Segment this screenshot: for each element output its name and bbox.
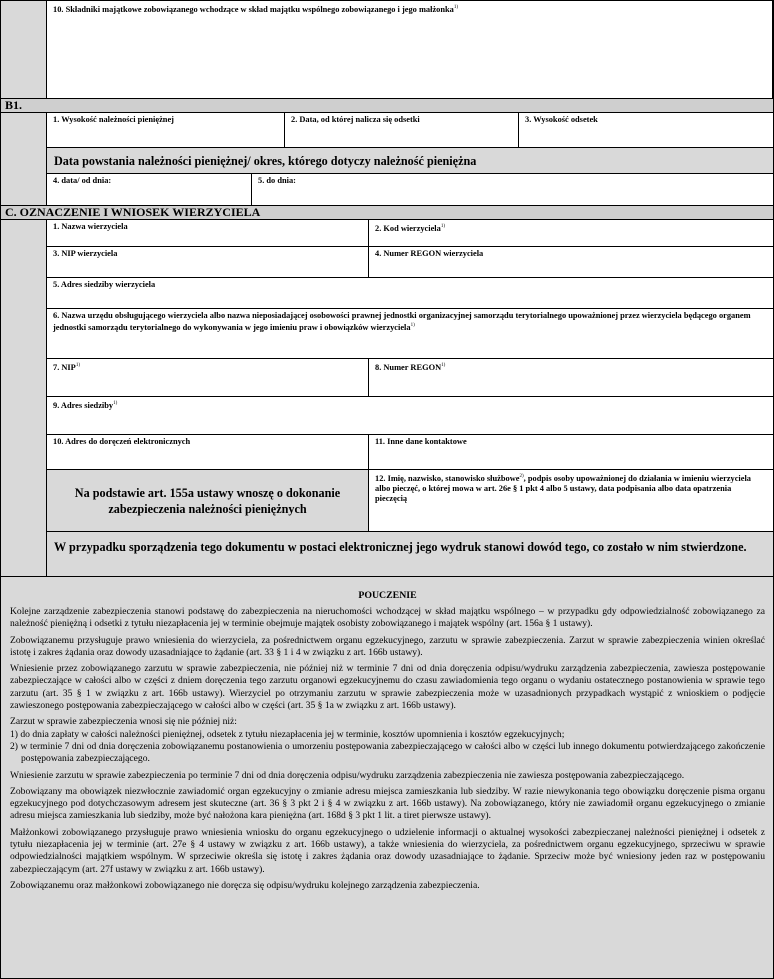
pouczenie-paragraph: Kolejne zarządzenie zabezpieczenia stanowi podstawę do zabezpieczenia na nieruchomości wchodzącej w skład majątku wspólnego – w przypadku gdy odpowiedzialność zobowiązanego za należność pieniężną i odsetki z tytułu niezapłacenia jej w terminie obejmuje majątek osobisty zobowiązanego i majątek wspólny (art. 156a § 1 ustawy). [10,606,765,630]
c-field-4-regon[interactable] [369,247,773,278]
field-10-assets[interactable] [47,1,773,99]
b1-field-1[interactable] [47,113,285,148]
section-b1-header: B1. [1,98,773,113]
c-field-8-regon[interactable] [369,359,773,397]
c-field-11-contact[interactable] [369,435,773,470]
request-text: Na podstawie art. 155a ustawy wnoszę o dokonanie zabezpieczenia należności pieniężnych [74,485,341,516]
c-field-5-address[interactable] [47,278,773,309]
left-margin-c [1,220,47,576]
b1-field-1-label: 1. Wysokość należności pieniężnej [53,115,174,124]
pouczenie-paragraph: Wniesienie przez zobowiązanego zarzutu w sprawie zabezpieczenia, nie później niż w terminie 7 dni od dnia doręczenia odpisu/wydruku zarządzenia zabezpieczenia, zawiesza postępowanie zabezpieczające w całości albo w części z dniem doręczenia tego zarzutu organowi egzekucyjnemu do czasu zawiadomienia tego organu o wydaniu ostatecznego postanowienia w sprawie tego zarzutu (art. 35 § 1 w związku z art. 166b ustawy). Wierzyciel po otrzymaniu zarzutu w sprawie zabezpieczenia może w uzasadnionych przypadkach wystąpić z wnioskiem o podjęcie zawieszonego postępowania zabezpieczającego w całości albo w części (art. 35 § 1a w związku z art. 166b ustawy). [10,663,765,712]
electronic-document-note: W przypadku sporządzenia tego dokumentu w postaci elektronicznej jego wydruk stanowi dowód tego, co zostało w nim stwierdzone. [47,532,773,576]
b1-field-4-label: 4. data/ od dnia: [53,176,112,185]
pouczenie-list-item: 1) do dnia zapłaty w całości należności pieniężnej, odsetek z tytułu niezapłacenia jej w terminie, kosztów upomnienia i kosztów egzekucyjnych; [10,728,565,740]
c-field-9-label: 9. Adres siedziby$^{1)}$ [53,400,118,410]
c-field-6-label: 6. Nazwa urzędu obsługującego wierzyciela albo nazwa nieposiadającej osobowości prawnej jednostki organizacyjnej samorządu terytorialnego upoważnionej przez wierzyciela będącego organem jednostki samorządu terytorialnego do wykonywania w jego imieniu praw i obowiązków wierzyciela$^{1)}$ [53,311,751,332]
field-10-label: 10. Składniki majątkowe zobowiązanego wchodzące w skład majątku wspólnego zobowiązanego i jego małżonka$^{1)}$ [53,4,459,14]
c-field-8-label: 8. Numer REGON$^{1)}$ [375,362,446,372]
section-c-header: C. OZNACZENIE I WNIOSEK WIERZYCIELA [1,205,773,220]
b1-field-2-label: 2. Data, od której nalicza się odsetki [291,115,420,124]
c-field-2-label: 2. Kod wierzyciela$^{1)}$ [375,223,445,233]
c-field-10-e-delivery[interactable] [47,435,369,470]
c-field-3-label: 3. NIP wierzyciela [53,249,118,258]
b1-field-5[interactable] [252,174,773,206]
b1-field-3[interactable] [519,113,773,148]
b1-subtitle: Data powstania należności pieniężnej/ okres, którego dotyczy należność pieniężna [47,148,773,174]
pouczenie-paragraph: Wniesienie zarzutu w sprawie zabezpieczenia po terminie 7 dni od dnia doręczenia odpisu/wydruku zarządzenia zabezpieczenia nie zawiesza postępowania zabezpieczającego. [10,769,685,781]
pouczenie-list [10,729,765,766]
b1-field-2[interactable] [285,113,519,148]
c-field-7-nip[interactable] [47,359,369,397]
pouczenie-section [1,576,773,978]
left-margin-b1 [1,113,47,206]
pouczenie-paragraph: Małżonkowi zobowiązanego przysługuje prawo wniesienia wniosku do organu egzekucyjnego o udzielenie informacji o aktualnej wysokości zabezpieczanej należności pieniężnej i odsetek z tytułu niezapłacenia jej w terminie (art. 27e § 4 ustawy w związku z art. 166b ustawy), a także wniesienia do wierzyciela, za pośrednictwem organu egzekucyjnego, sprzeciwu w sprawie odpowiedzialności majątkiem wspólnym. W sprzeciwie określa się istotę i zakres żądania oraz dowody uzasadniające to żądanie. Sprzeciw może być wniesiony jeden raz w postępowaniu zabezpieczającym (art. 27f ustawy w związku z art. 166b ustawy). [10,826,765,875]
c-field-7-label: 7. NIP$^{1)}$ [53,362,80,372]
c-field-12-label: 12. Imię, nazwisko, stanowisko służbowe$^{2)}$, podpis osoby upoważnionej do działania w imieniu wierzyciela albo pieczęć, o której mowa w art. 26e § 1 pkt 4 albo 5 ustawy, data podpisania albo data opatrzenia pieczęcią [375,473,751,503]
pouczenie-title: POUCZENIE [358,590,417,601]
b1-field-4[interactable] [47,174,252,206]
pouczenie-paragraph: Zobowiązany ma obowiązek niezwłocznie zawiadomić organ egzekucyjny o zmianie adresu miejsca zamieszkania lub siedziby. W razie niewykonania tego obowiązku doręczenie pisma organu egzekucyjnego pod dotychczasowym adresem jest skuteczne (art. 36 § 3 pkt 2 i § 4 w związku z art. 166b ustawy). Na zobowiązanego, który nie zawiadomił organu egzekucyjnego o zmianie adresu miejsca zamieszkania lub siedziby, może być nałożona kara pieniężna (art. 168d § 3 pkt 1 lit. a tiret pierwsze ustawy). [10,785,765,822]
c-field-5-label: 5. Adres siedziby wierzyciela [53,280,156,289]
c-field-9-address[interactable] [47,397,773,435]
c-field-1-creditor-name[interactable] [47,220,369,247]
left-margin-top [1,1,47,99]
pouczenie-list-item: 2) w terminie 7 dni od dnia doręczenia zobowiązanemu postanowienia o umorzeniu postępowania zabezpieczającego w całości albo w części lub innego dokumentu potwierdzającego zakończenie postępowania zabezpieczającego. [10,740,765,765]
c-field-1-label: 1. Nazwa wierzyciela [53,222,128,231]
pouczenie-paragraph: Zarzut w sprawie zabezpieczenia wnosi się nie później niż: [10,716,237,728]
c-field-6-office-name[interactable] [47,309,773,359]
c-field-10-label: 10. Adres do doręczeń elektronicznych [53,437,191,446]
pouczenie-text [10,606,765,892]
b1-field-5-label: 5. do dnia: [258,176,296,185]
request-box [47,470,369,532]
c-field-4-label: 4. Numer REGON wierzyciela [375,249,484,258]
pouczenie-paragraph: Zobowiązanemu przysługuje prawo wniesienia do wierzyciela, za pośrednictwem organu egzekucyjnego, zarzutu w sprawie zabezpieczenia. Zarzut w sprawie zabezpieczenia winien określać istotę i zakres żądania oraz dowody uzasadniające to żądanie (art. 33 § 1 i 4 w związku z art. 166b ustawy). [10,634,765,658]
b1-field-3-label: 3. Wysokość odsetek [525,115,598,124]
c-field-12-signature[interactable] [369,470,773,532]
c-field-3-nip[interactable] [47,247,369,278]
c-field-2-creditor-code[interactable] [369,220,773,247]
c-field-11-label: 11. Inne dane kontaktowe [375,437,467,446]
pouczenie-paragraph: Zobowiązanemu oraz małżonkowi zobowiązanego nie doręcza się odpisu/wydruku kolejnego zarządzenia zabezpieczenia. [10,879,480,891]
